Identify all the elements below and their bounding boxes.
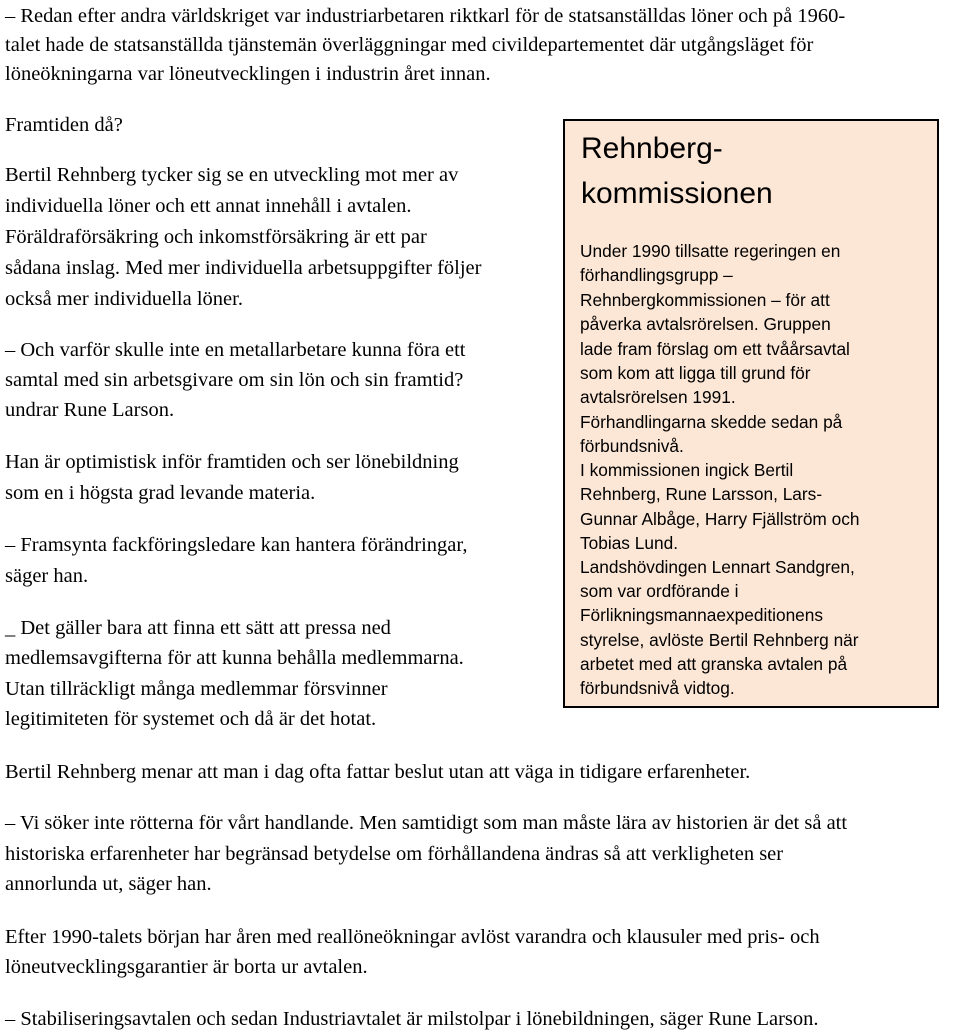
sidebar-line: Förlikningsmannaexpeditionens [580,605,824,625]
article-line: sådana inslag. Med mer individuella arbetsuppgifter följer [5,257,482,279]
section-heading: Framtiden då? [5,114,123,136]
article-line: – Framsynta fackföringsledare kan hantera förändringar, [5,534,468,556]
sidebar-title: Rehnberg- [581,132,723,165]
article-line: Efter 1990-talets början har åren med reallöneökningar avlöst varandra och klausuler med pris- och [5,926,820,948]
sidebar-line: Gunnar Albåge, Harry Fjällström och [580,509,860,529]
article-line: som en i högsta grad levande materia. [5,482,316,504]
sidebar-line: förbundsnivå vidtog. [580,678,735,698]
article-line: – Stabiliseringsavtalen och sedan Industriavtalet är milstolpar i lönebildningen, säger Rune Larson. [5,1008,819,1030]
sidebar-line: styrelse, avlöste Bertil Rehnberg när [580,630,859,650]
sidebar-line: lade fram förslag om ett tvåårsavtal [580,339,850,359]
sidebar-factbox [563,119,939,708]
sidebar-line: förhandlingsgrupp – [580,265,733,285]
article-line: Utan tillräckligt många medlemmar försvinner [5,678,388,700]
article-line: säger han. [5,565,89,587]
sidebar-line: som kom att ligga till grund för [580,363,811,383]
sidebar-line: förbundsnivå. [580,436,684,456]
article-line: Han är optimistisk inför framtiden och ser lönebildning [5,451,459,473]
article-line: samtal med sin arbetsgivare om sin lön och sin framtid? [5,369,464,391]
article-line: legitimiteten för systemet och då är det hotat. [5,708,377,730]
sidebar-line: Under 1990 tillsatte regeringen en [580,241,841,261]
sidebar-line: avtalsrörelsen 1991. [580,387,736,407]
article-line: Bertil Rehnberg tycker sig se en utveckling mot mer av [5,164,459,186]
article-line: _ Det gäller bara att finna ett sätt att pressa ned [5,617,391,639]
article-line: undrar Rune Larson. [5,399,175,421]
sidebar-line: Rehnberg, Rune Larsson, Lars- [580,484,823,504]
article-line: – Redan efter andra världskriget var industriarbetaren riktkarl för de statsanställdas löner och på 1960- [5,5,846,27]
article-line: medlemsavgifterna för att kunna behålla medlemmarna. [5,647,464,669]
article-line: – Vi söker inte rötterna för vårt handlande. Men samtidigt som man måste lära av historien är det så att [5,812,848,834]
sidebar-line: Rehnbergkommissionen – för att [580,290,830,310]
article-line: också mer individuella löner. [5,288,243,310]
article-line: Bertil Rehnberg menar att man i dag ofta fattar beslut utan att väga in tidigare erfarenheter. [5,761,751,783]
article-line: Föräldraförsäkring och inkomstförsäkring är ett par [5,226,427,248]
article-line: – Och varför skulle inte en metallarbetare kunna föra ett [5,339,466,361]
sidebar-line: som var ordförande i [580,581,739,601]
sidebar-line: arbetet med att granska avtalen på [580,654,848,674]
article-line: talet hade de statsanställda tjänstemän överläggningar med civildepartementet där utgångsläget för [5,34,814,56]
article-line: annorlunda ut, säger han. [5,873,212,895]
article-line: individuella löner och ett annat innehåll i avtalen. [5,195,412,217]
article-line: historiska erfarenheter har begränsad betydelse om förhållandena ändras så att verkligheten ser [5,843,784,865]
sidebar-line: påverka avtalsrörelsen. Gruppen [580,314,831,334]
article-line: löneökningarna var löneutvecklingen i industrin året innan. [5,63,491,85]
sidebar-line: Landshövdingen Lennart Sandgren, [580,557,855,577]
sidebar-line: Tobias Lund. [580,533,678,553]
sidebar-line: Förhandlingarna skedde sedan på [580,412,843,432]
sidebar-line: I kommissionen ingick Bertil [580,460,794,480]
sidebar-title: kommissionen [581,177,773,210]
article-line: löneutvecklingsgarantier är borta ur avtalen. [5,956,368,978]
